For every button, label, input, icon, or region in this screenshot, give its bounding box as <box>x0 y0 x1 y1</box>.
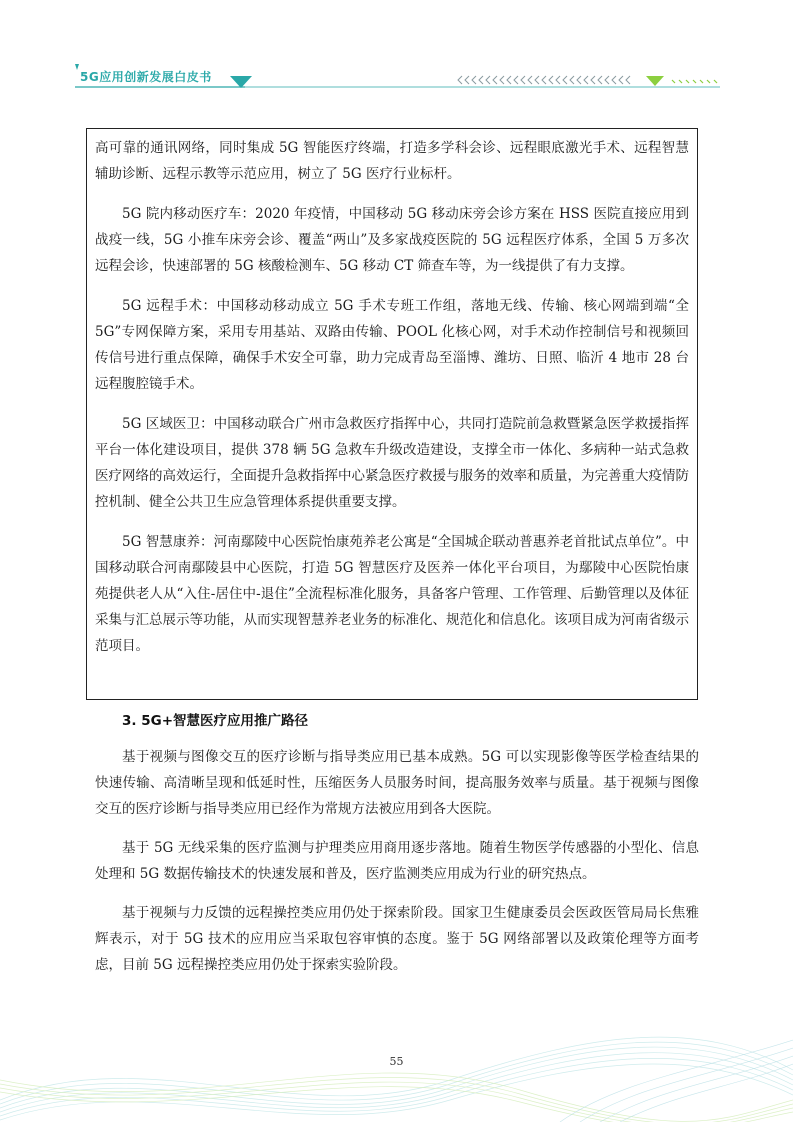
box-paragraph: 5G 远程手术：中国移动移动成立 5G 手术专班工作组，落地无线、传输、核心网端到端“全 5G”专网保障方案，采用专用基站、双路由传输、POOL 化核心网，对手术动作控制信号和视频回传信号进行重点保障，确保手术安全可靠，助力完成青岛至淄博、潍坊、日照、临沂 4 地市 28 台远程腹腔镜手术。 <box>95 298 689 392</box>
box-paragraph: 5G 院内移动医疗车：2020 年疫情，中国移动 5G 移动床旁会诊方案在 HSS 医院直接应用到战疫一线，5G 小推车床旁会诊、覆盖“两山”及多家战疫医院的 5G 远程医疗体系，全国 5 万多次远程会诊，快速部署的 5G 核酸检测车、5G 移动 CT 筛查车等，为一线提供了有力支撑。 <box>95 206 689 274</box>
body-paragraph: 基于视频与图像交互的医疗诊断与指导类应用已基本成熟。5G 可以实现影像等医学检查结果的快速传输、高清晰呈现和低延时性，压缩医务人员服务时间，提高服务效率与质量。基于视频与图像交互的医疗诊断与指导类应用已经作为常规方法被应用到各大医院。 <box>95 749 699 817</box>
body-paragraph: 基于 5G 无线采集的医疗监测与护理类应用商用逐步落地。随着生物医学传感器的小型化、信息处理和 5G 数据传输技术的快速发展和普及，医疗监测类应用成为行业的研究热点。 <box>95 840 699 882</box>
header-decoration <box>0 0 793 100</box>
page-header <box>0 0 793 100</box>
box-paragraph: 高可靠的通讯网络，同时集成 5G 智能医疗终端，打造多学科会诊、远程眼底激光手术、远程智慧辅助诊断、远程示教等示范应用，树立了 5G 医疗行业标杆。 <box>95 140 689 182</box>
section-body <box>95 744 699 991</box>
footer-wave-decoration <box>0 980 793 1122</box>
header-title: 5G应用创新发展白皮书 <box>80 70 212 84</box>
body-paragraph: 基于视频与力反馈的远程操控类应用仍处于探索阶段。国家卫生健康委员会医政医管局局长焦雅辉表示，对于 5G 技术的应用应当采取包容审慎的态度。鉴于 5G 网络部署以及政策伦理等方面考虑，目前 5G 远程操控类应用仍处于探索实验阶段。 <box>95 905 699 973</box>
case-study-box <box>86 128 698 700</box>
page-number: 55 <box>389 1055 404 1068</box>
section-heading: 3. 5G+智慧医疗应用推广路径 <box>122 713 309 729</box>
box-paragraph: 5G 区域医卫：中国移动联合广州市急救医疗指挥中心，共同打造院前急救暨紧急医学救援指挥平台一体化建设项目，提供 378 辆 5G 急救车升级改造建设，支撑全市一体化、多病种一站式急救医疗网络的高效运行，全面提升急救指挥中心紧急医疗救援与服务的效率和质量，为完善重大疫情防控机制、健全公共卫生应急管理体系提供重要支撑。 <box>95 416 689 510</box>
box-paragraph: 5G 智慧康养：河南鄢陵中心医院怡康苑养老公寓是“全国城企联动普惠养老首批试点单位”。中国移动联合河南鄢陵县中心医院，打造 5G 智慧医疗及医养一体化平台项目，为鄢陵中心医院怡康苑提供老人从“入住-居住中-退住”全流程标准化服务，具备客户管理、工作管理、后勤管理以及体征采集与汇总展示等功能，从而实现智慧养老业务的标准化、规范化和信息化。该项目成为河南省级示范项目。 <box>95 534 689 654</box>
